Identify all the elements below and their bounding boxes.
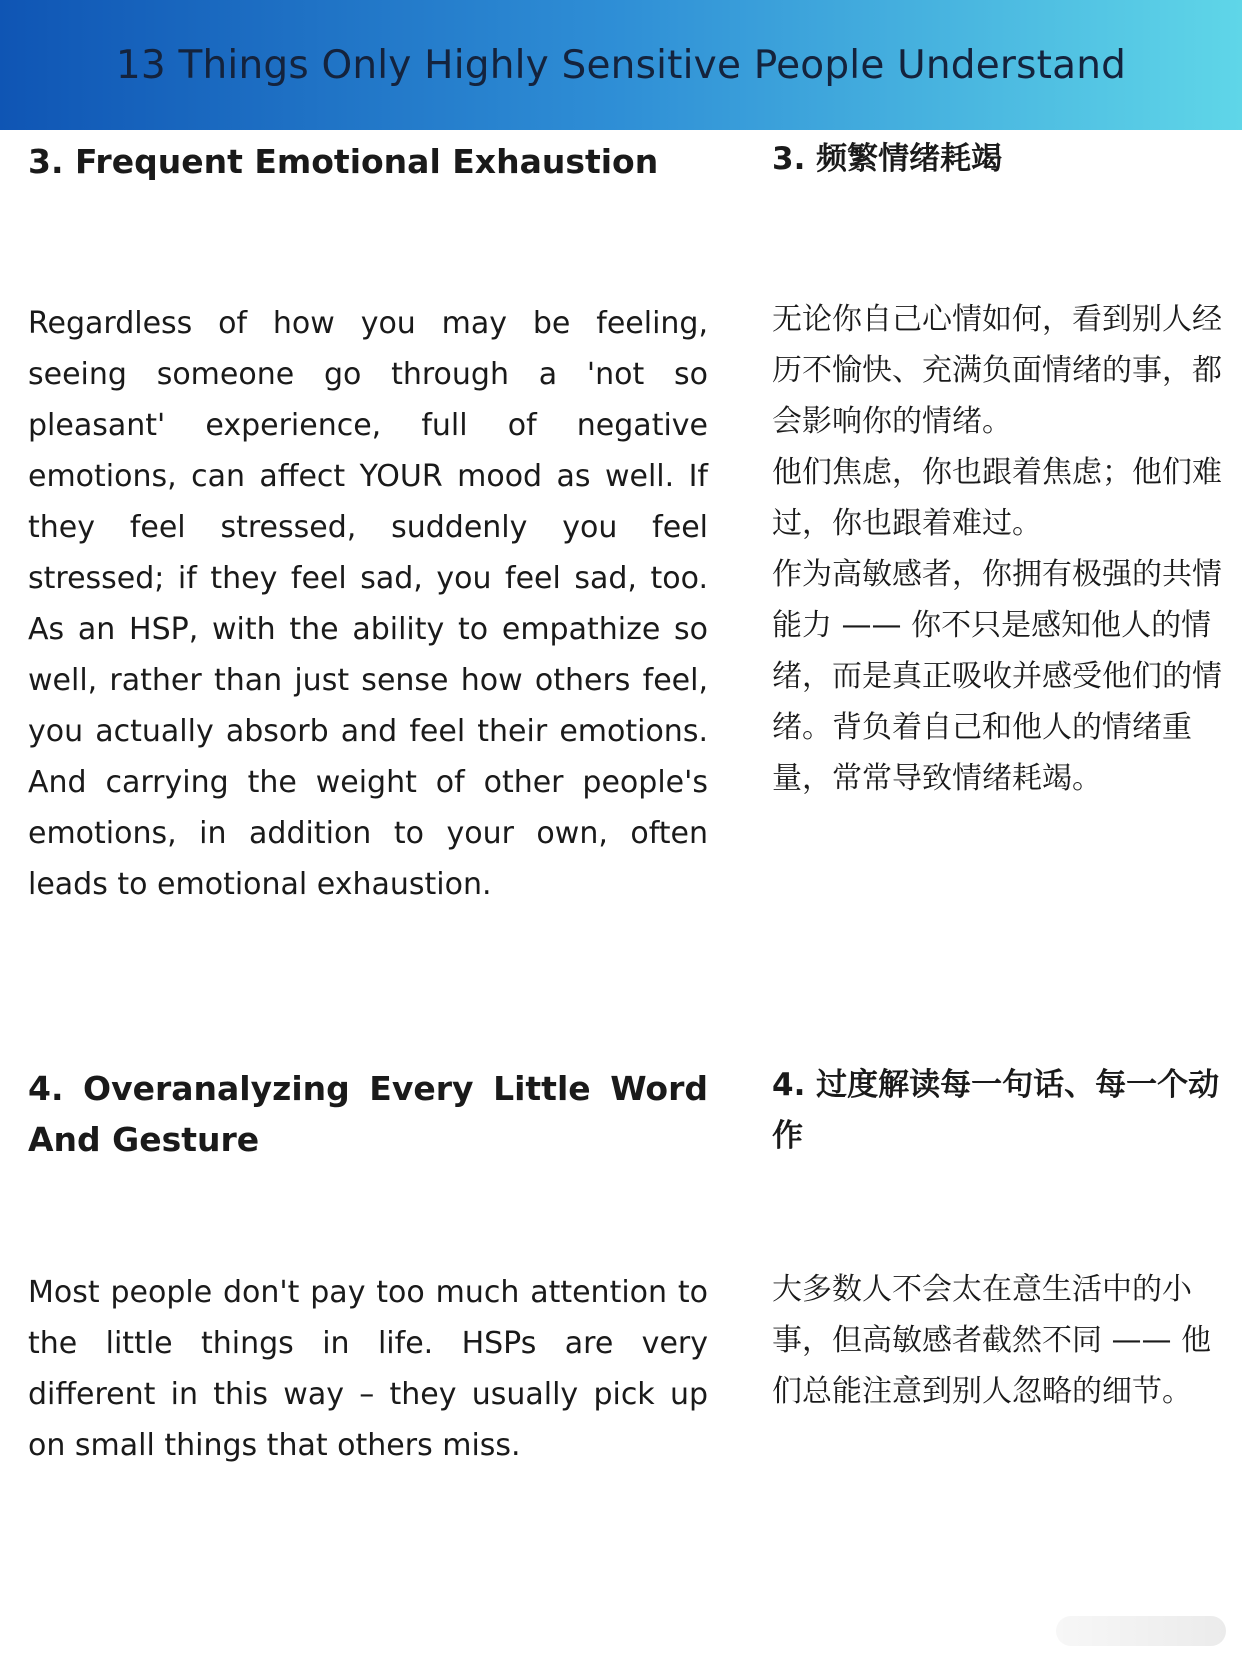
section-4-body-en-block [28, 1267, 708, 1471]
section-4-heading-zh-block [772, 1060, 1222, 1162]
section-4-heading-en-block [28, 1063, 708, 1165]
section-3-body-en: Regardless of how you may be feeling, seeing someone go through a 'not so pleasant' experience, full of negative emotions, can affect YOUR mood as well. If they feel stressed, suddenly you feel stressed; if they feel sad, you feel sad, too. As an HSP, with the ability to empathize so well, rather than just sense how others feel, you actually absorb and feel their emotions. And carrying the weight of other people's emotions, in addition to your own, often leads to emotional exhaustion. [28, 306, 708, 902]
section-3-heading-en-block [28, 136, 708, 187]
section-3-body-en-block [28, 298, 708, 910]
page-title: 13 Things Only Highly Sensitive People Understand [115, 42, 1127, 88]
section-3-body-zh-paragraph: 作为高敏感者，你拥有极强的共情能力 —— 你不只是感知他人的情绪，而是真正吸收并感受他们的情绪。背负着自己和他人的情绪重量，常常导致情绪耗竭。 [772, 557, 1222, 796]
section-4-body-zh-block [772, 1264, 1222, 1417]
section-3-body-zh-paragraph: 无论你自己心情如何，看到别人经历不愉快、充满负面情绪的事，都会影响你的情绪。 [772, 302, 1222, 439]
section-3-body-zh-block [772, 294, 1222, 804]
section-3-heading-zh-block [772, 134, 1222, 185]
section-4-body-zh-paragraph: 大多数人不会太在意生活中的小事，但高敏感者截然不同 —— 他们总能注意到别人忽略的细节。 [772, 1272, 1212, 1409]
section-3-heading-en: 3. Frequent Emotional Exhaustion [28, 142, 659, 181]
watermark [1056, 1616, 1226, 1646]
section-3-body-zh-paragraph: 他们焦虑，你也跟着焦虑；他们难过，你也跟着难过。 [772, 455, 1222, 541]
title-banner [0, 0, 1242, 130]
section-3-heading-zh: 3. 频繁情绪耗竭 [772, 141, 1003, 177]
section-4-heading-zh: 4. 过度解读每一句话、每一个动作 [772, 1067, 1220, 1154]
section-4-heading-en: 4. Overanalyzing Every Little Word And Gesture [28, 1069, 708, 1159]
section-4-body-en: Most people don't pay too much attention to the little things in life. HSPs are very different in this way – they usually pick up on small things that others miss. [28, 1275, 708, 1463]
